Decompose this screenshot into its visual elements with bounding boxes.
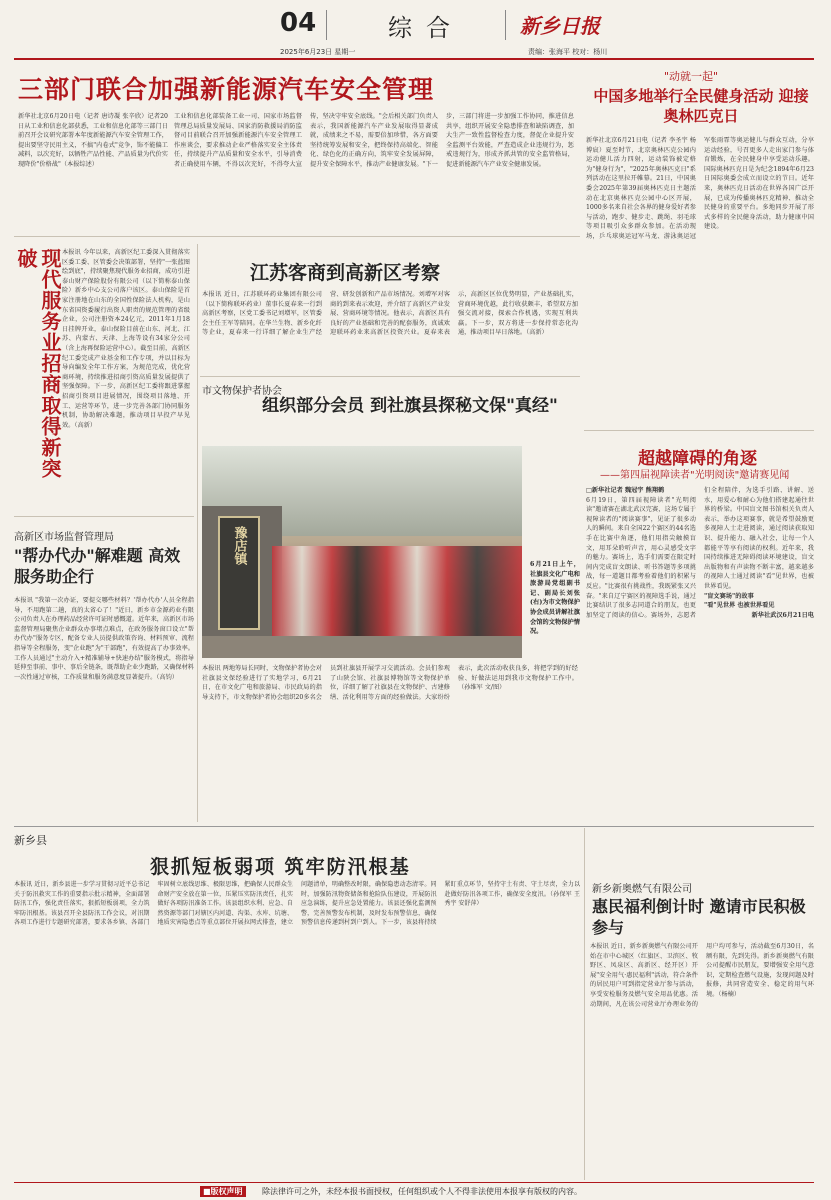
article-text: 新华社北京6月21日电（记者 李圣宇 杨博宸）夏至时节，北京奥林匹克公园内运动健儿活力四射，运动装饰被定格为"健身行为"，"2025年奥林匹克日"系列活动在这里拉开帷幕。21日，中国奥委会2025年第39届奥林匹克日主题活动在北京奥林匹克公园中心区开展，1000多名来自社会各界的健身爱好者参与活动，跑步、健步走、跳绳、羽毛球等项目吸引众多群众参加。在活动现场，乒乓球奥运冠军马龙、游泳奥运冠军张雨霏等奥运健儿与群众互动，分享运动经验，号召更多人走出家门参与体育锻炼，在全民健身中享受运动乐趣。国际奥林匹克日是为纪念1894年6月23日国际奥委会成立而设立的节日。近年来，奥林匹克日活动在世界各国广泛开展，已成为传播奥林匹克精神、推动全民健身的重要平台。多地同步开展了形式多样的全民健身活动，助力健康中国建设。 (586, 137, 814, 240)
article-help-service (14, 596, 194, 816)
masthead (0, 0, 831, 62)
article-flood (14, 880, 580, 1180)
headline-barrier: 超越障碍的角逐 (638, 449, 757, 469)
headline-modern-service: 现代服务业招商取得新突破 (14, 248, 62, 479)
article-text: 本报讯 "我第一次办证，要提交哪些材料？'帮办代办'人员全程指导，不用跑第二趟，真的太省心了！"近日，新乡市金源药业有限公司负责人在办理药品经营许可证时感慨道。近年来，高新区市场监督管理局聚焦企业群众办事堵点难点，在政务服务窗口设立"帮办代办"服务专区，配备专业人员提供政策咨询、材料预审、流程指导等全程服务，变"企业跑"为"干部跑"，有效提高了办事效率。工作人员通过"主动介入+精准辅导+快速办结"服务模式，将指导延伸至事前、事中、事后全链条，既帮助企业少跑路，又确保材料一次性通过审核，工作质量和服务满意度显著提升。（高钧） (14, 597, 194, 681)
byline: □新华社记者 魏冠宇 熊翔鹤 (586, 487, 665, 494)
subhead-2: "看"见世界 也被世界看见 (704, 602, 775, 610)
article-text: 本报讯 两地筹局长同时，文物保护者协会对社旗县文保经验进行了实地学习，6月21日，在市文化广电和旅游局、市民政局的指导支持下，市文物保护者协会组织20多名会员到社旗县开展学习交流活动。会员们参观了山陕会馆、社旗县博物馆等文物保护单位，详细了解了社旗县在文物保护、古建修缮、活化利用等方面的经验做法。大家纷纷表示，此次活动收获良多，将把学到的好经验、好做法运用到我市文物保护工作中。（孙维军 文/图） (202, 665, 578, 701)
article-text: 本报讯 今年以来，高新区纪工委深入贯彻落实区委工委、区管委会决策部署，坚持"一张蓝图绘到底"，持续聚焦现代服务业招商，成功引进泰山财产保险股份有限公司（以下简称泰山保险）新乡中心支公司落户该区。泰山保险是首家注册地在山东的全国性保险法人机构，是山东省国资委履行出资人职责的规范管理的省级企业，公司注册资本24亿元，2011年1月18日挂牌开业，泰山保险目前在山东、河北、江苏、内蒙古、天津、上海等设有34家分公司（含上海再保险运营中心）。截至目前，高新区纪工委完成产业基金和工作专项，并以目标为导向编发全年工作方案，为规范完成，优化营商环境，持续推进招商引资高质量发展提供了坚强保障。下一步，高新区纪工委将跟进掌握招商引资项目进展情况，围绕项目落地、开工、运营等环节，进一步完善各部门协同服务机制，协助解决难题，推动项目早投产早见效。（高新） (62, 249, 190, 429)
divider (14, 826, 814, 827)
section-label: 综合 (388, 14, 464, 42)
article-modern-service (62, 248, 190, 508)
headline-olympic (588, 86, 814, 126)
headline-gas (592, 896, 812, 938)
masthead-divider (326, 10, 327, 40)
caption-text: 6月21日上午，社旗县文化广电和旅游局党组副书记、副局长刘张(右)为市文物保护协会成员讲解社旗会馆的文物保护情况。 (530, 561, 580, 636)
copyright-tag: ■版权声明 (200, 1186, 246, 1197)
header-date: 2025年6月23日 星期一 (280, 48, 356, 56)
headline-text: 中国多地举行全民健身活动 迎接奥林匹克日 (593, 87, 809, 125)
article-relics (202, 664, 578, 816)
page-number: 04 (280, 8, 317, 38)
photo-sign (218, 516, 260, 630)
masthead-divider (505, 10, 506, 40)
headline-text: 组织部分会员 到社旗县探秘文保"真经" (262, 396, 558, 416)
headline-nev-safety: 三部门联合加强新能源汽车安全管理 (18, 75, 435, 104)
brand-logo: 新乡日报 (520, 14, 600, 38)
article-end: 新华社武汉6月21日电 (751, 611, 814, 619)
column-rule (584, 828, 585, 1180)
photo-sign-text: 豫店镇 (231, 526, 247, 565)
headline-text: 惠民福利倒计时 邀请市民积极参与 (592, 897, 806, 937)
kicker-market-bureau: 高新区市场监督管理局 (14, 532, 114, 543)
kicker-xinxiang-county: 新乡县 (14, 834, 47, 847)
headline-help-service (14, 545, 194, 587)
article-text: 本报讯 近日，新乡县进一步学习贯彻习近平总书记关于防汛救灾工作的重要指示批示精神，全面部署防汛工作，强化责任落实，狠抓短板弱项，全力筑牢防汛根基。该县召开全县防汛工作会议，对汛期各项工作进行专题研究部署，要求各乡镇、各部门牢固树立底线思维、极限思维，把确保人民群众生命财产安全放在第一位，压紧压实防汛责任，扎实做好各项防汛准备工作。该县组织水利、应急、自然资源等部门对辖区内河道、沟渠、水库、坑塘、地质灾害隐患点等重点部位开展拉网式排查，建立问题清单，明确整改时限，确保隐患动态清零。同时，加强防汛物资储备和抢险队伍建设，开展防汛应急演练，提升应急处置能力。该县还强化监测预警，完善预警发布机制，及时发布预警信息，确保预警信息传递到村到户到人。下一步，该县将持续紧盯重点环节，坚持守土有责、守土尽责，全力以赴做好防汛各项工作，确保安全度汛。（孙保军 王秀宇 安舒萍） (14, 881, 580, 927)
article-olympic (586, 136, 814, 426)
kicker-relics-assoc: 市文物保护者协会 (202, 386, 282, 397)
article-gas (590, 942, 814, 1180)
photo-caption (530, 560, 580, 660)
divider (14, 236, 580, 237)
subhead-1: "盲文赛场"的故事 (704, 592, 754, 600)
headline-flood: 狠抓短板弱项 筑牢防汛根基 (150, 856, 411, 878)
photo-ground (202, 636, 522, 658)
headline-relics (250, 395, 570, 417)
column-rule (197, 244, 198, 822)
headline-jiangsu: 江苏客商到高新区考察 (250, 262, 441, 284)
article-lead (18, 112, 168, 230)
masthead-rule (14, 58, 814, 60)
kicker-gas-company: 新乡新奥燃气有限公司 (592, 884, 692, 895)
subheadline-barrier: ——第四届视障读者"光明阅读"邀请赛见闻 (600, 470, 790, 481)
divider (14, 516, 194, 517)
article-text: 6月19日，第四届视障读者"光明阅读"邀请赛在湖北武汉完赛，这场专属于视障读者的"阅读赛事"，见证了很多动人的瞬间。来自全国22个赛区的44名选手在比赛中角逐，他们用指尖触摸盲文，用耳朵聆听声音，用心灵感受文字的魅力。赛场上，选手们需要在限定时间内完成盲文朗读、听书答题等多项挑战，每一道题目都考验着他们的积累与反应。"比赛很有挑战性，我既紧张又兴奋。"来自辽宁赛区的视障选手说，通过比赛结识了很多志同道合的朋友，也更加坚定了阅读的信心。赛场外，志愿者们全程陪伴，为选手引路、讲解、送水，用爱心和耐心为他们搭建起通往世界的桥梁。中国盲文图书馆相关负责人表示，举办这项赛事，就是希望鼓励更多视障人士走进阅读，通过阅读获取知识、提升能力、融入社会，让每一个人都能平等享有阅读的权利。近年来，我国持续推进无障碍阅读环境建设，盲文出版物和有声读物不断丰富，越来越多的视障人士通过阅读"看"见世界，也被世界看见。 (586, 487, 814, 619)
divider (584, 430, 814, 431)
copyright-text: 除法律许可之外，未经本报书面授权，任何组织或个人不得非法使用本报享有版权的内容。 (262, 1187, 582, 1196)
article-nev-body (174, 112, 574, 230)
news-photo-relics (202, 446, 522, 658)
divider (200, 376, 580, 377)
article-barrier (586, 486, 814, 822)
headline-text: "帮办代办"解难题 高效服务助企行 (14, 546, 181, 586)
footer-rule (14, 1182, 814, 1183)
kicker-olympic: "动就一起" (664, 70, 719, 83)
article-text: 工业和信息化部装备工业一司、国家市场监督管理总局质量发展局、国家消防救援局消防监督司目前联合召开加强新能源汽车安全管理工作座谈会，要求推动企业严格落实安全主体责任，持续提升产品质量和安全水平，引导消费者正确使用车辆，不得以次充好，不得夸大宣传，坚决守牢安全底线。"会后相关部门负责人表示，我国新能源汽车产业发展取得显著成就，成绩来之不易，需要倍加珍惜，各方面要坚持统筹发展和安全，把终保持高端化、智能化、绿色化的正确方向，筑牢安全发展屏障，提升安全保障水平，推动产业健康发展。"下一步，三部门将进一步加强工作协同，推进信息共享，组织开展安全隐患排查和缺陷调查，加大生产一致性监督检查力度，督促企业提升安全监测平台效能，严查造成企业违规行为，惩戒违规行为，形成齐抓共管的安全监管格局，促进新能源汽车产业安全健康发展。 (174, 113, 574, 168)
lead-text: 新华社北京6月20日电（记者 唐诗凝 张辛欣）记者20日从工业和信息化部获悉，工业和信息化部等三部门日前召开会议研究部署本年度新能源汽车安全管理工作，提出要坚守民用主义，不搞"内卷式"竞争，饰不能偏工减料，以次充好，以牺牲产品性能、产品质量为代价实现降价"价格战"（本报综述） (18, 113, 168, 168)
article-jiangsu (202, 290, 578, 370)
header-editor: 责编：张海平 校对：杨川 (528, 48, 608, 56)
article-text: 本报讯 近日，新乡新奥燃气有限公司开始在市中心城区（红旗区、卫滨区、牧野区、凤泉区、高新区、经开区）开展"安全用气·惠民福利"活动，符合条件的居民用户可到指定营业厅参与活动，享受安检服务及燃气安全用品优惠。活动期间，凡在该公司营业厅办理业务的用户均可参与，活动截至6月30日，名额有限，先到先得。新乡新奥燃气有限公司提醒市民朋友，要增强安全用气意识，定期检查燃气设施，发现问题及时报修，共同营造安全、稳定的用气环境。（杨楠） (590, 943, 814, 1008)
article-text: 本报讯 近日，江苏联环药业集团有限公司（以下简称联环药业）董事长夏春来一行到高新区考察，区党工委书记刘增军，区管委会主任王军等陪同。在华兰生物、新乡化纤等企业，夏春来一行详细了解企业生产经营、研发创新和产品市场情况。刘增军对客商的到来表示欢迎，并介绍了高新区产业发展、营商环境等情况。他表示，高新区具有良好的产业基础和完善的配套服务，真诚欢迎联环药业来高新区投资兴业。夏春来表示，高新区区位优势明显，产业基础扎实，营商环境优越，此行收获颇丰，希望双方加强交流对接，探索合作机遇，实现互利共赢。下一步，双方将进一步保持常态化沟通，推动项目早日落地。（高新） (202, 291, 578, 337)
